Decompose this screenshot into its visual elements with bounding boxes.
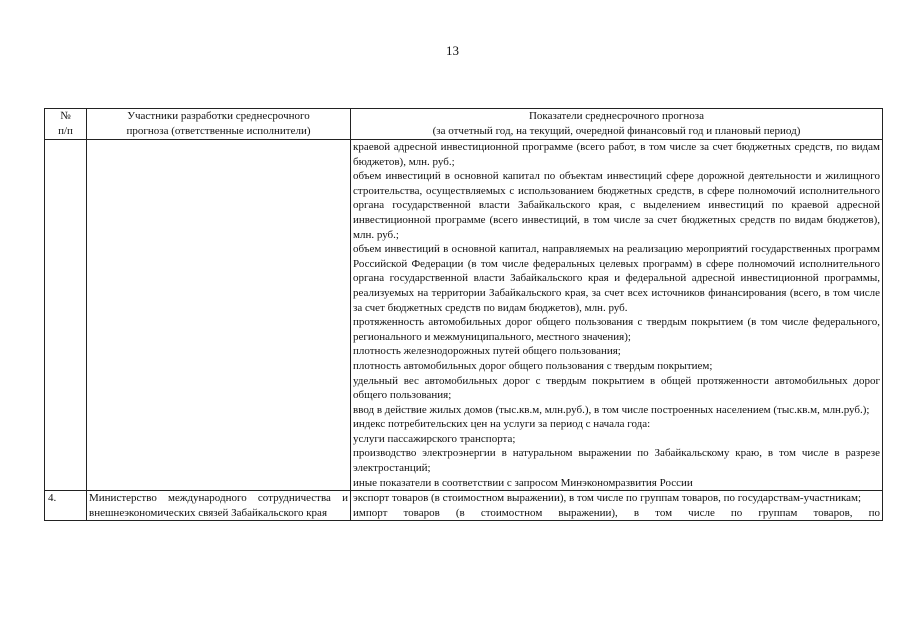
row-participant [87, 140, 351, 491]
indicator-item: услуги пассажирского транспорта; [353, 432, 516, 445]
indicator-item: объем инвестиций в основной капитал, направляемых на реализацию мероприятий государственных программ Российской Федерации (в том числе федеральных целевых программ) в сфере полномочий исполнительного органа государственной власти Забайкальского края и федеральной адресной инвестиционной программы, реализуемых на территории Забайкальского края, за счет всех источников финансирования (всего, в том числе за счет бюджетных средств по видам бюджетов), млн. руб. [353, 243, 880, 314]
indicator-item: плотность железнодорожных путей общего пользования; [353, 345, 621, 358]
row-indicators [351, 491, 883, 521]
forecast-table [44, 108, 883, 521]
indicator-item: краевой адресной инвестиционной программе (всего работ, в том числе за счет бюджетных средств, по видам бюджетов), млн. руб.; [353, 141, 880, 168]
table-row [45, 491, 883, 521]
indicator-item: объем инвестиций в основной капитал по объектам инвестиций сфере дорожной деятельности и жилищного строительства, осуществляемых с использованием бюджетных средств, в сфере полномочий исполнительного органа государственной власти Забайкальского края, с выделением инвестиций по краевой адресной инвестиционной программе (всего инвестиций, в том числе за счет бюджетных средств по видам бюджетов), млн. руб.; [353, 170, 880, 241]
row-number: 4. [45, 491, 87, 521]
indicator-item: индекс потребительских цен на услуги за период с начала года: [353, 418, 651, 431]
indicator-item: плотность автомобильных дорог общего пользования с твердым покрытием; [353, 359, 713, 372]
table-row [45, 140, 883, 491]
row-indicators [351, 140, 883, 491]
row-number [45, 140, 87, 491]
row-participant [87, 491, 351, 521]
header-participants: Участники разработки среднесрочного прогноза (ответственные исполнители) [87, 109, 351, 140]
indicator-item: иные показатели в соответствии с запросом Минэкономразвития России [353, 476, 693, 489]
header-indicators: Показатели среднесрочного прогноза (за отчетный год, на текущий, очередной финансовый год и плановый период) [351, 109, 883, 140]
indicator-item: импорт товаров (в стоимостном выражении), в том числе по группам товаров, по [353, 506, 880, 519]
indicator-item: ввод в действие жилых домов (тыс.кв.м, млн.руб.), в том числе построенных населением (тыс.кв.м, млн.руб.); [353, 403, 870, 416]
header-number: № п/п [45, 109, 87, 140]
indicator-item: производство электроэнергии в натуральном выражении по Забайкальскому краю, в том числе в разрезе электростанций; [353, 447, 880, 475]
indicator-item: протяженность автомобильных дорог общего пользования с твердым покрытием (в том числе федерального, регионального и межмуниципального, местного значения); [353, 316, 880, 343]
page-number: 13 [446, 43, 459, 58]
indicator-item: экспорт товаров (в стоимостном выражении), в том числе по группам товаров, по государствам-участникам; [353, 492, 862, 505]
table-header-row [45, 109, 883, 140]
indicator-item: удельный вес автомобильных дорог с твердым покрытием в общей протяженности автомобильных дорог общего пользования; [353, 374, 880, 402]
participant-text: Министерство международного сотрудничества и внешнеэкономических связей Забайкальского края [89, 492, 348, 519]
